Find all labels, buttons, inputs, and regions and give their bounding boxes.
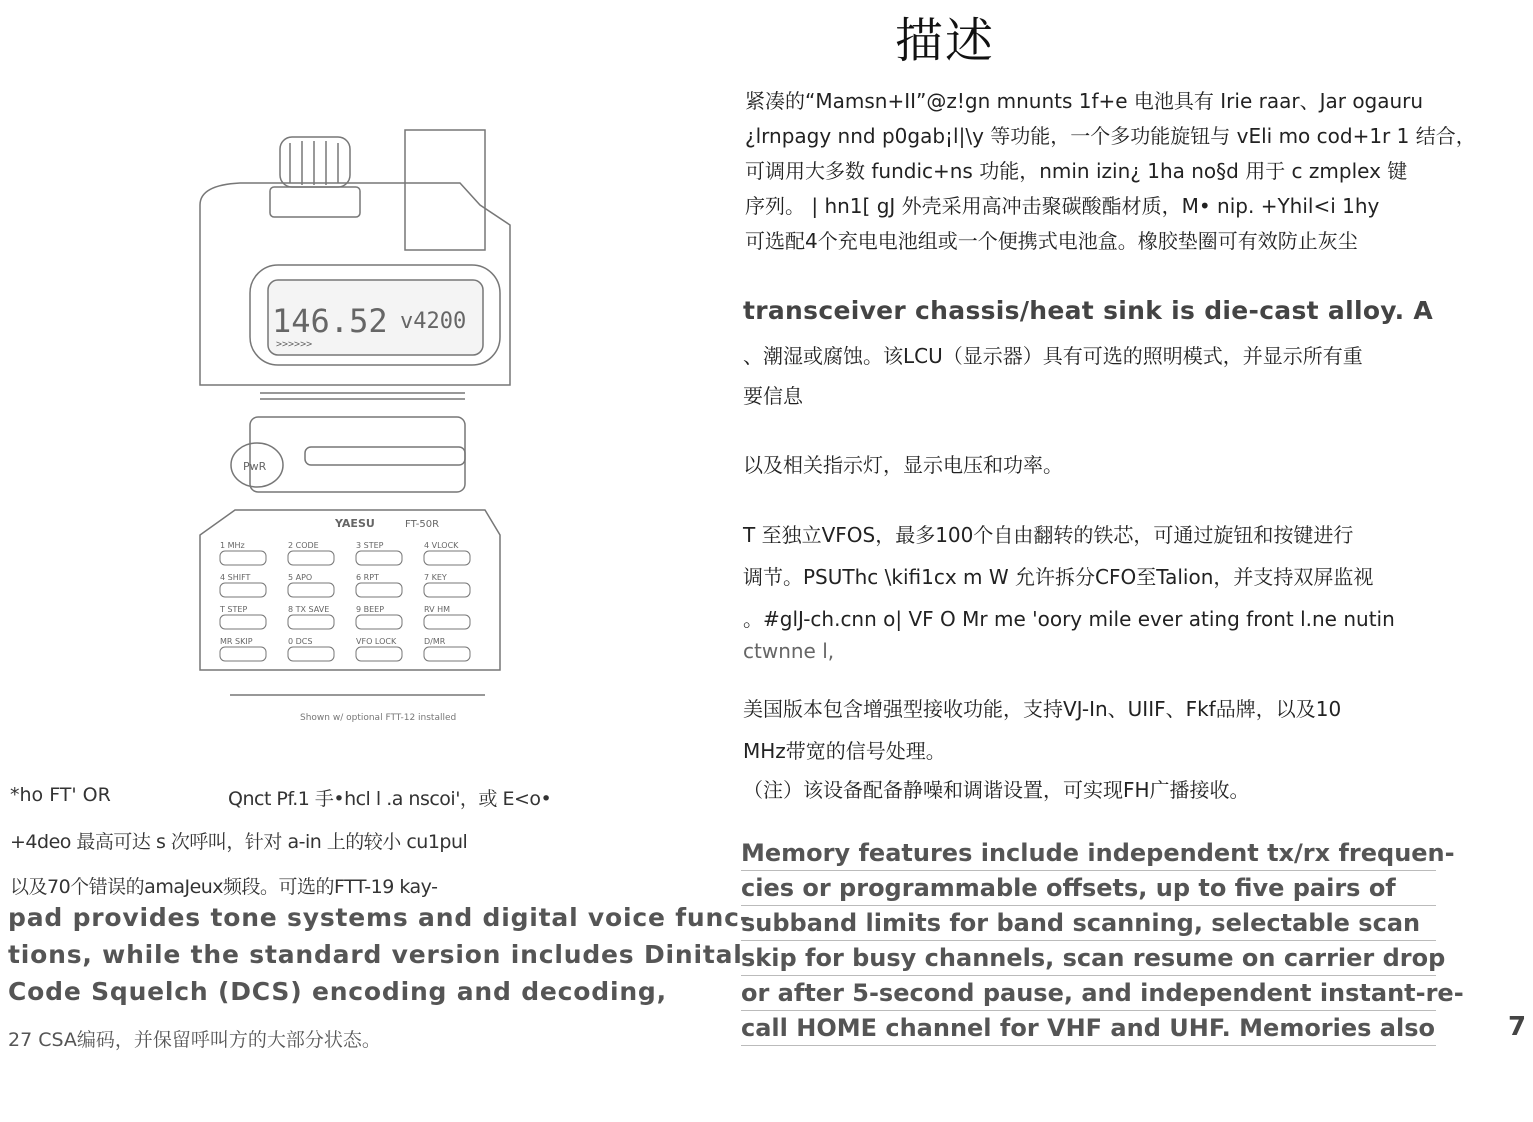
right-paragraph-5: [743, 688, 1341, 772]
keypad-key: [424, 583, 470, 597]
keypad-key: [356, 615, 402, 629]
left-line-1b: Qnct Pf.1 手•hcl l .a nscoi'，或 E<o•: [228, 788, 552, 810]
keypad-key-label: 3 STEP: [356, 541, 384, 550]
display-bars: >>>>>>: [276, 339, 313, 350]
text-line: subband limits for band scanning, selectable scan: [741, 906, 1436, 941]
keypad-key-label: 9 BEEP: [356, 605, 385, 614]
text-line: 可调用大多数 fundic+ns 功能，nmin izin¿ 1ha no§d 用于 c zmplex 键: [745, 159, 1408, 183]
keypad-key: [288, 551, 334, 565]
text-line: 紧凑的“Mamsn+II”@z!gn mnunts 1f+e 电池具有 Irie raar、Jar ogauru: [745, 89, 1424, 113]
keypad-key-label: MR SKIP: [220, 637, 253, 646]
keypad-key: [356, 647, 402, 661]
keypad-key-label: 1 MHz: [220, 541, 245, 550]
keypad-key-label: T STEP: [220, 605, 248, 614]
text-line: cies or programmable offsets, up to five pairs of: [741, 871, 1436, 906]
keypad-key: [220, 551, 266, 565]
text-line: T 至独立VFOS，最多100个自由翻转的铁芯，可通过旋钮和按键进行: [743, 523, 1354, 547]
left-scanned-english: [8, 899, 751, 1010]
text-line: or after 5-second pause, and independent instant-re-: [741, 976, 1436, 1011]
keypad-key-label: 5 APO: [288, 573, 313, 582]
display-frequency: 146.52: [272, 302, 388, 340]
keypad-key: [220, 615, 266, 629]
keypad-key: [356, 551, 402, 565]
text-line: 美国版本包含增强型接收功能，支持VJ-In、UIIF、Fkf品牌，以及10: [743, 697, 1342, 721]
keypad-key: [424, 647, 470, 661]
keypad-key-label: VFO LOCK: [356, 637, 397, 646]
left-line-2: +4deo 最高可达 s 次呼叫，针对 a-in 上的较小 cu1pul: [10, 831, 468, 853]
keypad-key: [356, 583, 402, 597]
text-line: Code Squelch (DCS) encoding and decoding,: [8, 977, 667, 1006]
left-line-3: 以及70个错误的amaJeux频段。可选的FTT-19 kay-: [10, 876, 438, 898]
right-paragraph-2: [743, 336, 1363, 416]
keypad-key-label: 8 TX SAVE: [288, 605, 330, 614]
keypad-key: [288, 583, 334, 597]
keypad-key-label: 0 DCS: [288, 637, 313, 646]
brand-label: YAESU: [335, 517, 375, 530]
keypad-key-label: RV HM: [424, 605, 451, 614]
right-paragraph-1: [745, 84, 1476, 259]
keypad-key-label: 6 RPT: [356, 573, 379, 582]
right-paragraph-4: [743, 514, 1395, 662]
keypad-key-label: 4 VLOCK: [424, 541, 459, 550]
text-line: Memory features include independent tx/rx frequen-: [741, 836, 1436, 871]
scanned-english-paragraph: [741, 836, 1464, 1046]
keypad-key-label: D/MR: [424, 637, 446, 646]
text-line: ¿lrnpagy nnd p0gab¡l|\y 等功能，一个多功能旋钮与 vEli mo cod+1r 1 结合，: [745, 124, 1476, 148]
text-line: tions, while the standard version includes Dinital: [8, 940, 743, 969]
display-aux: v4200: [400, 309, 467, 334]
text-line: 、潮湿或腐蚀。该LCU（显示器）具有可选的照明模式，并显示所有重: [743, 344, 1363, 368]
keypad-key-label: 7 KEY: [424, 573, 447, 582]
keypad-key-label: 2 CODE: [288, 541, 319, 550]
keypad-key: [220, 647, 266, 661]
page-title: 描述: [895, 13, 996, 69]
text-line: MHz带宽的信号处理。: [743, 739, 946, 763]
text-line: pad provides tone systems and digital voice func-: [8, 903, 751, 932]
keypad-key: [220, 583, 266, 597]
text-line: skip for busy channels, scan resume on carrier drop: [741, 941, 1436, 976]
keypad-key: [288, 647, 334, 661]
right-paragraph-3: 以及相关指示灯，显示电压和功率。: [743, 453, 1063, 477]
keypad-key: [424, 551, 470, 565]
text-line: 调节。PSUThc \kifi1cx m W 允许拆分CFO至Talion，并支持双屏监视: [743, 565, 1374, 589]
keypad: [219, 541, 470, 661]
figure-caption: Shown w/ optional FTT-12 installed: [300, 713, 457, 723]
left-line-4: 27 CSA编码，并保留呼叫方的大部分状态。: [8, 1029, 381, 1051]
ptt-label: PwR: [243, 460, 267, 473]
text-line: 。#glJ-ch.cnn o| VF O Mr me 'oory mile ever ating front l.ne nutin: [743, 607, 1395, 631]
left-line-1a: *ho FT' OR: [10, 784, 111, 806]
model-label: FT-50R: [405, 519, 440, 530]
scanned-english-line: transceiver chassis/heat sink is die-cast alloy. A: [743, 296, 1434, 325]
keypad-key: [288, 615, 334, 629]
edge-glyph: 7: [1508, 1012, 1527, 1042]
radio-illustration: [180, 125, 520, 749]
text-line: 要信息: [743, 384, 803, 408]
text-line: ctwnne l,: [743, 639, 835, 663]
right-paragraph-6: （注）该设备配备静噪和调谐设置，可实现FH广播接收。: [743, 778, 1250, 802]
keypad-key: [424, 615, 470, 629]
text-line: 可选配4个充电电池组或一个便携式电池盒。橡胶垫圈可有效防止灰尘: [745, 229, 1358, 253]
keypad-key-label: 4 SHIFT: [220, 573, 251, 582]
text-line: call HOME channel for VHF and UHF. Memories also: [741, 1011, 1436, 1046]
handheld-radio-icon: [180, 125, 520, 745]
text-line: 序列。 | hn1[ gJ 外壳采用高冲击聚碳酸酯材质，M• nip. +Yhil<i 1hy: [745, 194, 1380, 218]
